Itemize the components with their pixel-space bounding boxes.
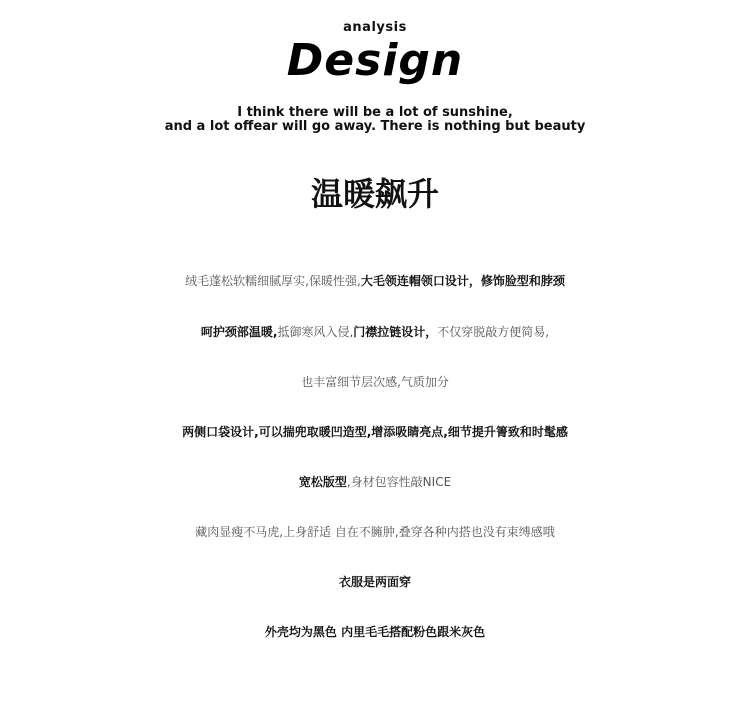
text-segment: ,身材包容性敲NICE [346, 475, 452, 489]
eyebrow-text: analysis [343, 20, 407, 35]
text-segment: 藏肉显瘦不马虎,上身舒适 自在不臃肿,叠穿各种内搭也没有束缚感哦 [195, 525, 555, 539]
bold-text-segment: 宽松版型 [298, 475, 347, 489]
section-title: 温暖飙升 [310, 175, 439, 213]
text-segment: 也丰富细节层次感,气质加分 [301, 375, 449, 389]
tagline-line-2: and a lot offear will go away. There is nothing but beauty [164, 119, 586, 134]
description-line [0, 367, 750, 397]
description-line [0, 617, 750, 647]
bold-text-segment: 外壳均为黑色 内里毛毛搭配粉色跟米灰色 [264, 625, 486, 639]
description-line [0, 517, 750, 547]
tagline [0, 106, 750, 134]
text-segment: 绒毛蓬松软糯细腻厚实,保暖性强, [185, 274, 361, 288]
description-line [0, 417, 750, 447]
text-segment: 抵御寒风入侵, [277, 325, 354, 339]
tagline-line-1: I think there will be a lot of sunshine, [237, 105, 513, 120]
description-line [0, 467, 750, 497]
design-heading: Design [286, 35, 464, 86]
description-line [0, 266, 750, 296]
description-line [0, 317, 750, 347]
text-segment: 不仅穿脱敲方便简易, [437, 325, 550, 339]
bold-text-segment: 呵护颈部温暖, [200, 325, 278, 339]
bold-text-segment: 大毛领连帽领口设计，修饰脸型和脖颈 [360, 274, 565, 288]
bold-text-segment: 门襟拉链设计， [353, 325, 438, 339]
bold-text-segment: 衣服是两面穿 [338, 575, 411, 589]
bold-text-segment: 两侧口袋设计,可以揣兜取暖凹造型,增添吸睛亮点,细节提升箐致和时髦感 [182, 425, 568, 439]
description-line [0, 567, 750, 597]
